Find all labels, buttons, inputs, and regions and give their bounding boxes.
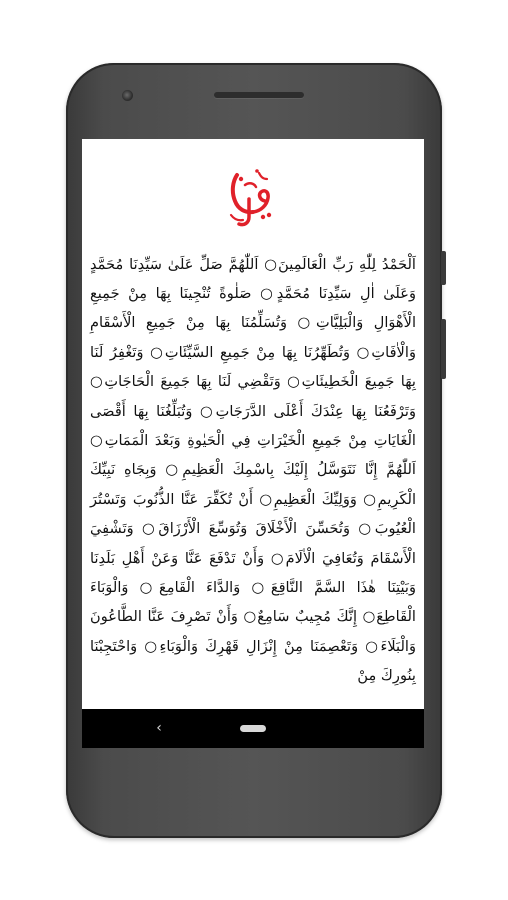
back-chevron-icon[interactable]: ‹ bbox=[156, 720, 162, 736]
volume-button bbox=[441, 319, 446, 379]
power-button bbox=[441, 251, 446, 285]
earpiece-speaker bbox=[214, 92, 304, 98]
screen bbox=[82, 139, 424, 748]
prayer-page[interactable] bbox=[82, 139, 424, 709]
dua-calligraphy-title bbox=[223, 165, 279, 231]
navigation-bar bbox=[82, 709, 424, 748]
home-pill-icon[interactable] bbox=[240, 725, 266, 732]
phone-frame bbox=[66, 63, 442, 838]
prayer-text: اَلْحَمْدُ لِلّٰهِ رَبِّ الْعَالَمِينَ○ اَللّٰهُمَّ صَلِّ عَلَىٰ سَيِّدِنَا مُحَمَّدٍ وَعَلَىٰ اٰلِ سَيِّدِنَا مُحَمَّدٍ○ صَلٰوةً تُنْجِينَا بِهَا مِنْ جَمِيعِ الْأَهْوَالِ وَالْبَلِيَّاتِ○ وَتُسَلِّمُنَا بِهَا مِنْ جَمِيعِ الْأَسْقَامِ وَالْاٰفَاتِ○ وَتُطَهِّرُنَا بِهَا مِنْ جَمِيعِ السَّيِّئَاتِ○ وَتَغْفِرُ لَنَا بِهَا جَمِيعَ الْخَطِيئَاتِ○ وَتَقْضِي لَنَا بِهَا جَمِيعَ الْحَاجَاتِ○ وَتَرْفَعُنَا بِهَا عِنْدَكَ أَعْلَى الدَّرَجَاتِ○ وَتُبَلِّغُنَا بِهَا أَقْصَى الْغَايَاتِ مِنْ جَمِيعِ الْخَيْرَاتِ فِي الْحَيٰوةِ وَبَعْدَ الْمَمَاتِ○ اَللّٰهُمَّ إِنَّا نَتَوَسَّلُ إِلَيْكَ بِاسْمِكَ الْعَظِيمِ○ وَبِجَاهِ نَبِيِّكَ الْكَرِيمِ○ وَوَلِيِّكَ الْعَظِيمِ○ أَنْ تُكَفِّرَ عَنَّا الذُّنُوبَ وَتَسْتُرَ الْعُيُوبَ○ وَتُحَسِّنَ الْأَخْلَاقَ وَتُوَسِّعَ الْأَرْزَاقَ○ وَتَشْفِيَ الْأَسْقَامَ وَتُعَافِيَ الْاٰلَامَ○ وَأَنْ تَدْفَعَ عَنَّا وَعَنْ أَهْلِ بَلَدِنَا وَبَيْتِنَا هٰذَا السَّمَّ النَّاقِعَ○ وَالدَّاءَ الْقَامِعَ○ وَالْوَبَاءَ الْقَاطِعَ○ إِنَّكَ مُجِيبٌ سَامِعٌ○ وَأَنْ تَصْرِفَ عَنَّا الطَّاعُونَ وَالْبَلَاءَ○ وَتَعْصِمَنَا مِنْ إِنْزَالِ قَهْرِكَ وَالْوَبَاءِ○ وَاحْتَجِبْنَا بِنُورِكَ مِنْ bbox=[90, 255, 416, 685]
front-camera bbox=[122, 90, 133, 101]
